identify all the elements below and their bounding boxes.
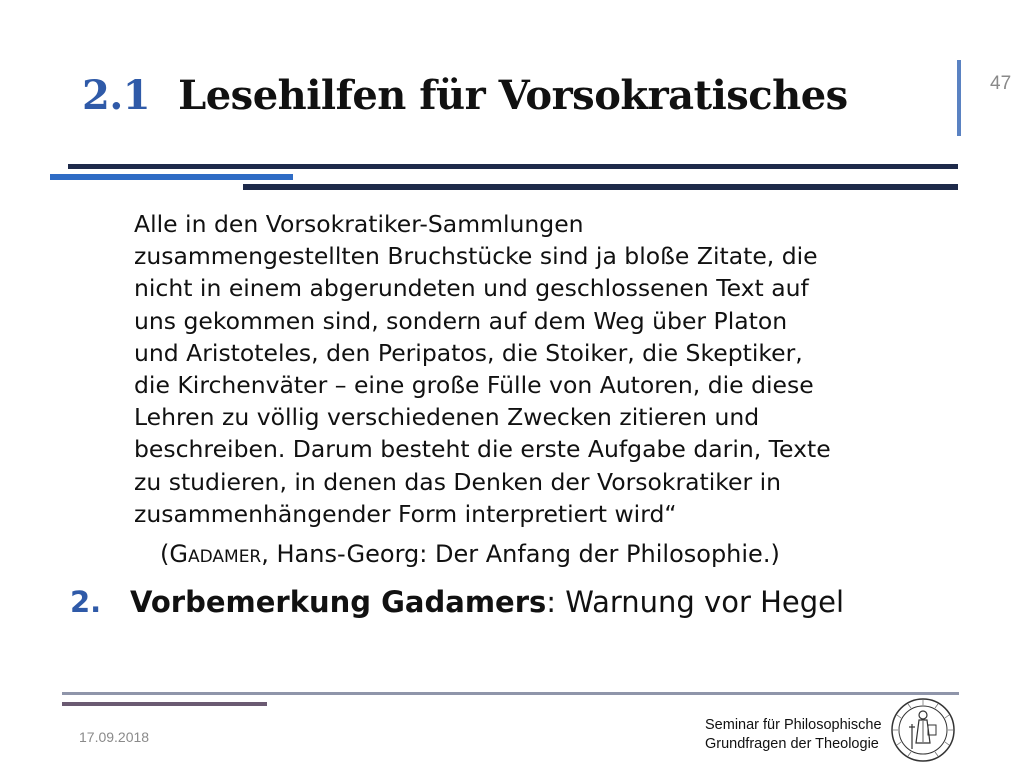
title-vertical-divider: [957, 60, 961, 136]
point-number: 2.: [70, 585, 102, 619]
footer-rule: [62, 692, 959, 695]
quote-line: die Kirchenväter – eine große Fülle von Autoren, die diese: [134, 371, 814, 400]
quote-line: zusammengestellten Bruchstücke sind ja bloße Zitate, die: [134, 242, 818, 271]
citation-rest: , Hans-Georg: Der Anfang der Philosophie.): [261, 540, 780, 568]
quote-line: uns gekommen sind, sondern auf dem Weg über Platon: [134, 306, 788, 335]
header-rule-bottom: [243, 184, 958, 190]
numbered-point: [70, 585, 844, 619]
header-rule-top: [68, 164, 958, 169]
title-text: Lesehilfen für Vorsokratisches: [178, 72, 848, 119]
page-title: [82, 72, 848, 132]
university-seal-icon: [890, 697, 956, 763]
citation-open: (: [160, 540, 170, 568]
citation-author: Gadamer: [169, 540, 262, 568]
quote-line: nicht in einem abgerundeten und geschlossenen Text auf: [134, 274, 809, 303]
slide-number: 47: [990, 73, 1012, 94]
point-rest: : Warnung vor Hegel: [546, 585, 845, 619]
quote-line: Lehren zu völlig verschiedenen Zwecken zitieren und: [134, 403, 760, 432]
footer-rule-accent: [62, 702, 267, 706]
quote-line: zusammenhängender Form interpretiert wird“: [134, 499, 677, 528]
point-heading: Vorbemerkung Gadamers: [130, 585, 547, 619]
quote-line: beschreiben. Darum besteht die erste Aufgabe darin, Texte: [134, 435, 831, 464]
footer-institution: [705, 716, 882, 754]
title-number: 2.1: [82, 72, 151, 119]
quote-line: Alle in den Vorsokratiker-Sammlungen: [134, 210, 584, 238]
quote-block: [134, 208, 964, 530]
quote-line: zu studieren, in denen das Denken der Vorsokratiker in: [134, 467, 782, 496]
institution-line-1: Seminar für Philosophische: [705, 717, 882, 733]
institution-line-2: Grundfragen der Theologie: [705, 736, 879, 752]
quote-line: und Aristoteles, den Peripatos, die Stoiker, die Skeptiker,: [134, 338, 803, 367]
header-rule-accent: [50, 174, 293, 180]
citation: [160, 540, 780, 568]
footer-date: 17.09.2018: [79, 729, 150, 745]
